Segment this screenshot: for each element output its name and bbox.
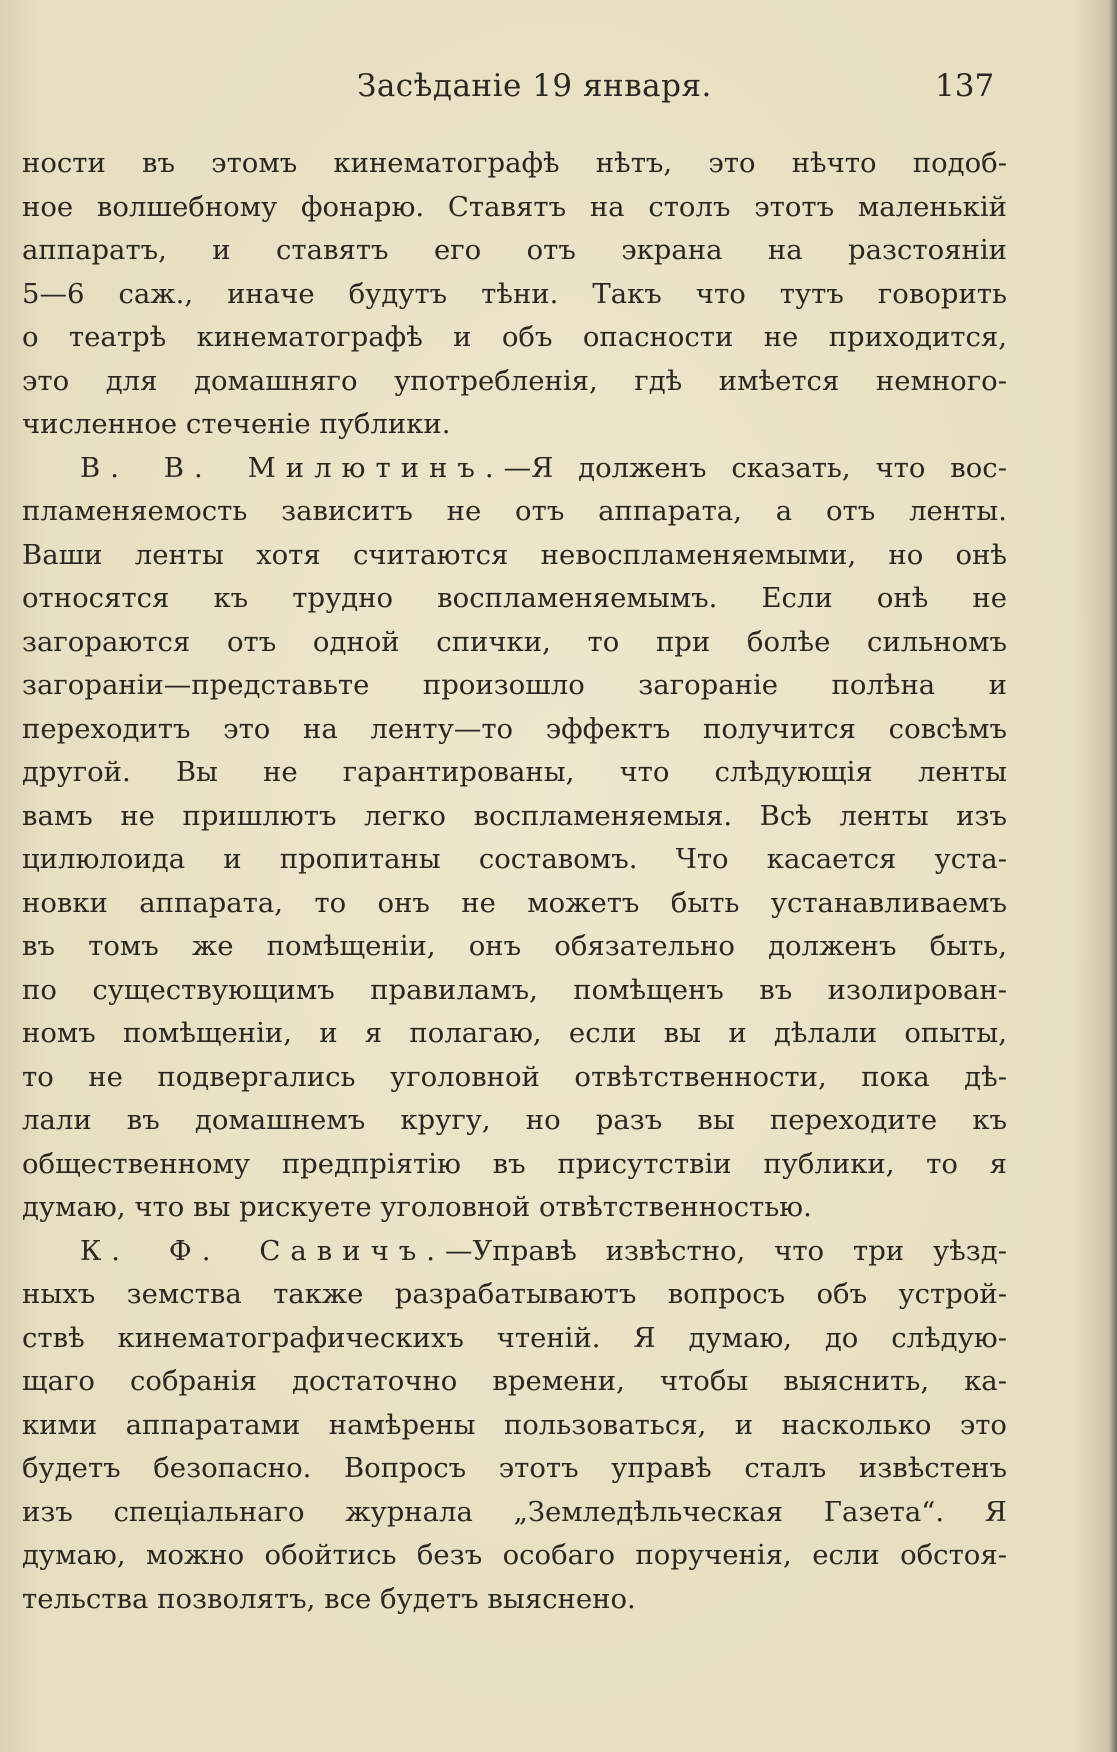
text-line: о театрѣ кинематографѣ и объ опасности не приходится, (22, 321, 1007, 353)
body-text (22, 142, 1007, 1621)
page-number: 137 (935, 68, 995, 104)
text-line: лали въ домашнемъ кругу, но разъ вы переходите къ (22, 1104, 1007, 1136)
paragraph (22, 142, 1007, 447)
text-line: думаю, что вы рискуете уголовной отвѣтственностью. (22, 1191, 812, 1223)
text-line: это для домашняго употребленія, гдѣ имѣется немного- (22, 364, 1007, 397)
text-line: относятся къ трудно воспламеняемымъ. Если онѣ не (22, 582, 1007, 614)
paragraph (22, 447, 1007, 1230)
text-line: номъ помѣщеніи, и я полагаю, если вы и дѣлали опыты, (22, 1017, 1007, 1049)
text-line: по существующимъ правиламъ, помѣщенъ въ изолирован- (22, 973, 1007, 1006)
text-line: вамъ не пришлютъ легко воспламеняемыя. Всѣ ленты изъ (22, 799, 1007, 832)
text-line: изъ спеціальнаго журнала „Земледѣльческая Газета“. Я (22, 1495, 1007, 1528)
text-line: численное стеченіе публики. (22, 408, 451, 440)
text-line: загораніи—представьте произошло загораніе полѣна и (22, 669, 1007, 701)
text-line: цилюлоида и пропитаны составомъ. Что касается уста- (22, 843, 1007, 875)
text-fragment: —Управѣ извѣстно, что три уѣзд- (445, 1234, 1007, 1267)
speaker-name: К. Ф. Савичъ. (80, 1234, 446, 1267)
text-line: ствѣ кинематографическихъ чтеній. Я думаю, до слѣдую- (22, 1321, 1007, 1354)
page-header (0, 62, 1117, 114)
running-head: Засѣданіе 19 января. (357, 68, 712, 104)
text-line: ное волшебному фонарю. Ставятъ на столъ этотъ маленькій (22, 190, 1007, 223)
text-line: пламеняемость зависитъ не отъ аппарата, а отъ ленты. (22, 495, 1007, 527)
text-line: въ томъ же помѣщеніи, онъ обязательно долженъ быть, (22, 930, 1007, 962)
text-line: переходитъ это на ленту—то эффектъ получится совсѣмъ (22, 712, 1007, 745)
paragraph (22, 1230, 1007, 1622)
page-edge-shadow (1109, 0, 1117, 1752)
text-fragment: —Я долженъ сказать, что вос- (503, 451, 1007, 484)
text-line: 5—6 саж., иначе будутъ тѣни. Такъ что тутъ говорить (22, 277, 1007, 310)
text-line: Ваши ленты хотя считаются невоспламеняемыми, но онѣ (22, 538, 1007, 571)
text-line: думаю, можно обойтись безъ особаго порученія, если обстоя- (22, 1539, 1007, 1571)
speech-first-line (22, 1230, 1007, 1274)
text-line: другой. Вы не гарантированы, что слѣдующія ленты (22, 756, 1007, 788)
text-line: щаго собранія достаточно времени, чтобы выяснить, ка- (22, 1365, 1007, 1397)
text-line: новки аппарата, то онъ не можетъ быть устанавливаемъ (22, 886, 1007, 919)
speaker-name: В. В. Милютинъ. (80, 451, 504, 484)
text-line: тельства позволятъ, все будетъ выяснено. (22, 1582, 636, 1615)
text-line: то не подвергались уголовной отвѣтственности, пока дѣ- (22, 1060, 1007, 1093)
text-line: ныхъ земства также разрабатываютъ вопросъ объ устрой- (22, 1278, 1007, 1310)
text-line: ности въ этомъ кинематографѣ нѣтъ, это нѣчто подоб- (22, 147, 1007, 179)
text-line: загораются отъ одной спички, то при болѣе сильномъ (22, 625, 1007, 658)
speech-first-line (22, 447, 1007, 491)
text-line: кими аппаратами намѣрены пользоваться, и насколько это (22, 1408, 1007, 1441)
text-line: общественному предпріятію въ присутствіи публики, то я (22, 1147, 1007, 1180)
text-line: будетъ безопасно. Вопросъ этотъ управѣ сталъ извѣстенъ (22, 1452, 1007, 1484)
text-line: аппаратъ, и ставятъ его отъ экрана на разстояніи (22, 234, 1007, 266)
